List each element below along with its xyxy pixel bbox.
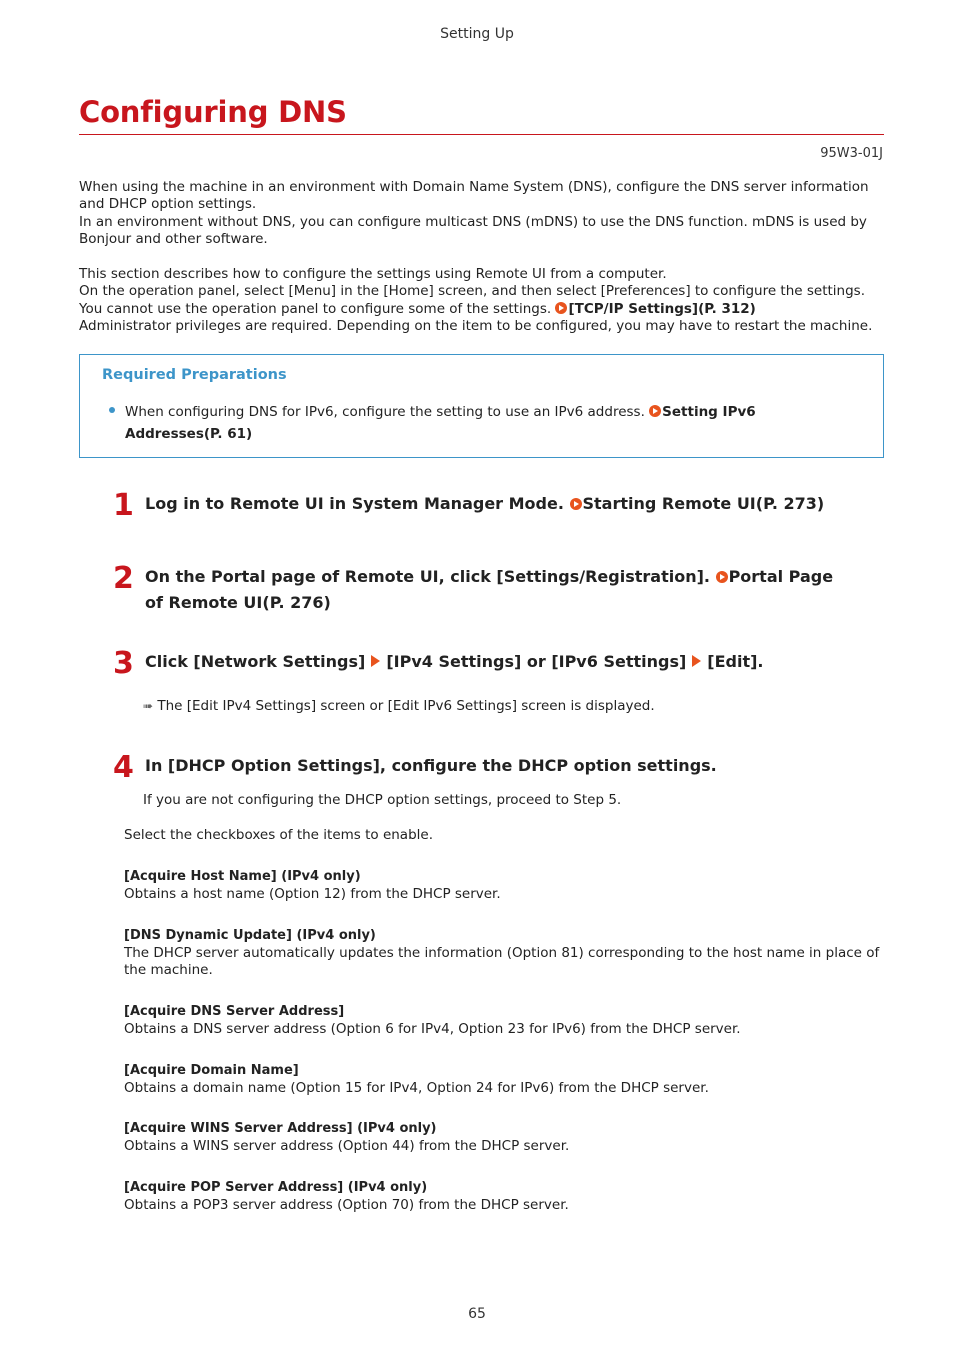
- step-4-note: If you are not configuring the DHCP option settings, proceed to Step 5.: [143, 792, 622, 808]
- option-name: [Acquire DNS Server Address]: [124, 1004, 345, 1019]
- result-text: The [Edit IPv4 Settings] screen or [Edit IPv6 Settings] screen is displayed.: [157, 698, 655, 714]
- link-label: [TCP/IP Settings](P. 312): [568, 300, 756, 317]
- prep-item-text: When configuring DNS for IPv6, configure the setting to use an IPv6 address.: [125, 404, 650, 420]
- prep-title: Required Preparations: [102, 367, 287, 383]
- page-number: 65: [468, 1306, 486, 1322]
- result-arrow-icon: ➠: [143, 699, 154, 713]
- step-number: 1: [113, 488, 134, 523]
- option-name: [Acquire Domain Name]: [124, 1063, 299, 1078]
- step-number: 3: [113, 646, 134, 681]
- step-number: 2: [113, 561, 134, 596]
- option-name: [Acquire POP Server Address] (IPv4 only): [124, 1180, 428, 1195]
- option-name: [DNS Dynamic Update] (IPv4 only): [124, 928, 376, 943]
- option-item: [124, 927, 884, 980]
- starting-remote-ui-link[interactable]: [570, 494, 825, 513]
- link-arrow-icon: [570, 498, 582, 510]
- step-number: 4: [113, 750, 134, 785]
- intro-text: This section describes how to configure the settings using Remote UI from a computer.: [79, 266, 667, 282]
- option-description: Obtains a POP3 server address (Option 70) from the DHCP server.: [124, 1197, 569, 1213]
- link-arrow-icon: [716, 571, 728, 583]
- link-label: Setting IPv6 Addresses(P. 61): [125, 404, 756, 442]
- option-description: Obtains a DNS server address (Option 6 for IPv4, Option 23 for IPv6) from the DHCP server.: [124, 1021, 741, 1037]
- intro-paragraph-1: [79, 179, 884, 249]
- intro-text: On the operation panel, select [Menu] in the [Home] screen, and then select [Preferences] to configure the settings.: [79, 283, 866, 300]
- option-description: Obtains a host name (Option 12) from the DHCP server.: [124, 886, 501, 902]
- intro-text-with-link: [79, 301, 884, 318]
- link-label: Portal Page of Remote UI(P. 276): [145, 567, 834, 612]
- step-instruction: [Edit].: [707, 652, 764, 671]
- link-arrow-icon: [649, 405, 661, 417]
- option-description: The DHCP server automatically updates the information (Option 81) corresponding to the host name in place of the machine.: [124, 945, 880, 979]
- tcpip-settings-link[interactable]: [555, 301, 755, 317]
- option-item: [124, 1120, 884, 1155]
- option-item: [124, 868, 884, 903]
- intro-text: In an environment without DNS, you can configure multicast DNS (mDNS) to use the DNS function. mDNS is used by Bonjour and other software.: [79, 213, 867, 248]
- option-item: [124, 1179, 884, 1214]
- menu-arrow-icon: [692, 655, 701, 667]
- document-code: 95W3-01J: [820, 146, 883, 161]
- step-4-select-text: Select the checkboxes of the items to enable.: [124, 827, 433, 843]
- step-3-text: [145, 649, 845, 675]
- step-1-text: [145, 491, 845, 517]
- menu-arrow-icon: [371, 655, 380, 667]
- intro-text: Administrator privileges are required. Depending on the item to be configured, you may have to restart the machine.: [79, 318, 873, 335]
- page-title: Configuring DNS: [79, 95, 347, 129]
- intro-text: When using the machine in an environment with Domain Name System (DNS), configure the DNS server information and DHCP option settings.: [79, 179, 869, 213]
- option-name: [Acquire WINS Server Address] (IPv4 only): [124, 1121, 437, 1136]
- option-description: Obtains a domain name (Option 15 for IPv4, Option 24 for IPv6) from the DHCP server.: [124, 1080, 709, 1096]
- option-item: [124, 1003, 884, 1038]
- intro-text: You cannot use the operation panel to configure some of the settings.: [79, 300, 556, 317]
- step-instruction: Log in to Remote UI in System Manager Mode.: [145, 494, 570, 513]
- link-label: Starting Remote UI(P. 273): [582, 494, 825, 513]
- bullet-icon: [109, 407, 115, 413]
- required-preparations-box: [79, 354, 884, 458]
- option-description: Obtains a WINS server address (Option 44) from the DHCP server.: [124, 1138, 570, 1154]
- running-header: Setting Up: [440, 26, 514, 42]
- intro-paragraph-2: [79, 266, 884, 336]
- option-name: [Acquire Host Name] (IPv4 only): [124, 869, 361, 884]
- step-instruction: On the Portal page of Remote UI, click [Settings/Registration].: [145, 567, 716, 586]
- step-4-text: In [DHCP Option Settings], configure the DHCP option settings.: [145, 756, 717, 775]
- link-arrow-icon: [555, 302, 567, 314]
- step-2-text: [145, 564, 845, 616]
- option-item: [124, 1062, 884, 1097]
- step-instruction: Click [Network Settings]: [145, 652, 366, 671]
- title-underline: [79, 134, 884, 135]
- step-3-result: [143, 698, 655, 714]
- prep-item: [125, 401, 825, 445]
- step-instruction: [IPv4 Settings] or [IPv6 Settings]: [386, 652, 687, 671]
